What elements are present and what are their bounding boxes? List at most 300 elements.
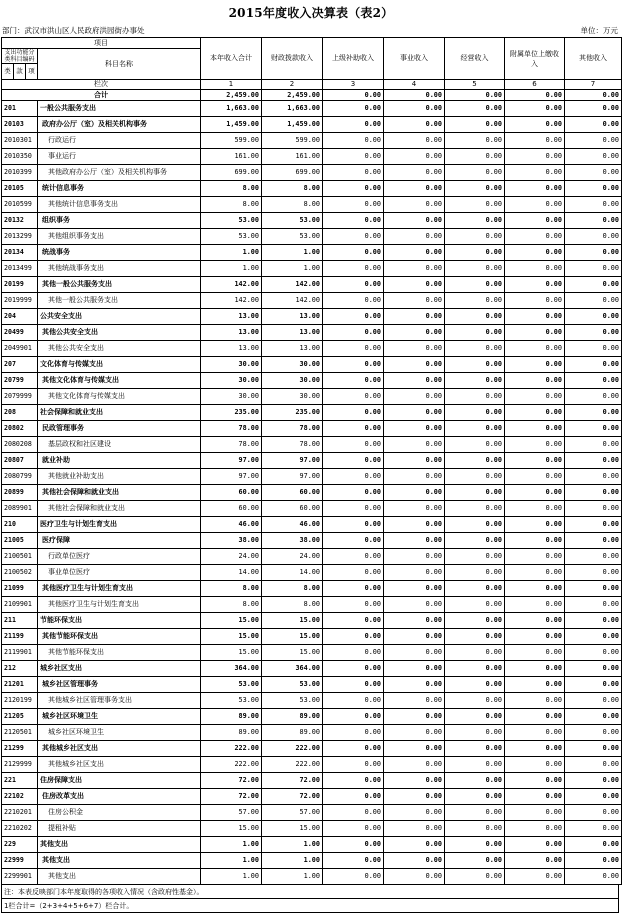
amount-cell: 24.00 [262, 549, 323, 565]
amount-cell: 0.00 [384, 485, 445, 501]
subject-code: 21199 [2, 629, 38, 645]
amount-cell: 1,663.00 [262, 101, 323, 117]
table-row [2, 373, 622, 389]
table-row [2, 709, 622, 725]
table-row [2, 245, 622, 261]
table-row [2, 629, 622, 645]
amount-cell: 0.00 [384, 501, 445, 517]
amount-cell: 72.00 [262, 789, 323, 805]
amount-cell: 8.00 [201, 181, 262, 197]
amount-cell: 0.00 [384, 709, 445, 725]
amount-cell: 0.00 [505, 661, 565, 677]
subject-name: 行政单位医疗 [38, 549, 201, 565]
table-row [2, 741, 622, 757]
amount-cell: 0.00 [384, 869, 445, 885]
amount-cell: 0.00 [323, 469, 384, 485]
amount-cell: 0.00 [323, 181, 384, 197]
subject-code: 20807 [2, 453, 38, 469]
subject-code: 201 [2, 101, 38, 117]
amount-cell: 72.00 [262, 773, 323, 789]
subject-code: 2210201 [2, 805, 38, 821]
subject-name: 其他一般公共服务支出 [38, 277, 201, 293]
subject-name: 其他医疗卫生与计划生育支出 [38, 581, 201, 597]
amount-cell: 0.00 [565, 821, 622, 837]
total-value: 0.00 [323, 90, 384, 101]
total-value: 0.00 [505, 90, 565, 101]
amount-cell: 46.00 [201, 517, 262, 533]
amount-cell: 0.00 [323, 789, 384, 805]
amount-cell: 1.00 [201, 837, 262, 853]
amount-cell: 0.00 [505, 341, 565, 357]
total-value: 0.00 [445, 90, 505, 101]
amount-cell: 0.00 [505, 245, 565, 261]
amount-cell: 0.00 [445, 741, 505, 757]
amount-cell: 13.00 [262, 341, 323, 357]
amount-cell: 0.00 [565, 277, 622, 293]
subject-code: 2010399 [2, 165, 38, 181]
amount-cell: 0.00 [384, 533, 445, 549]
amount-cell: 0.00 [384, 661, 445, 677]
amount-cell: 78.00 [262, 421, 323, 437]
amount-cell: 30.00 [201, 357, 262, 373]
amount-cell: 0.00 [384, 325, 445, 341]
header-xiang: 项 [26, 64, 38, 80]
subject-code: 2080799 [2, 469, 38, 485]
amount-cell: 0.00 [565, 405, 622, 421]
subject-code: 20499 [2, 325, 38, 341]
amount-cell: 0.00 [323, 741, 384, 757]
amount-cell: 0.00 [323, 677, 384, 693]
subject-code: 207 [2, 357, 38, 373]
amount-cell: 0.00 [565, 309, 622, 325]
subject-code: 20199 [2, 277, 38, 293]
amount-cell: 13.00 [201, 325, 262, 341]
amount-cell: 0.00 [445, 709, 505, 725]
amount-cell: 0.00 [323, 709, 384, 725]
amount-cell: 0.00 [384, 597, 445, 613]
amount-cell: 0.00 [323, 325, 384, 341]
amount-cell: 97.00 [262, 469, 323, 485]
subject-name: 城乡社区环境卫生 [38, 709, 201, 725]
table-row [2, 117, 622, 133]
amount-cell: 0.00 [445, 421, 505, 437]
table-row [2, 165, 622, 181]
subject-code: 2100502 [2, 565, 38, 581]
amount-cell: 0.00 [445, 101, 505, 117]
amount-cell: 0.00 [505, 853, 565, 869]
income-table [1, 37, 622, 885]
amount-cell: 30.00 [201, 389, 262, 405]
amount-cell: 0.00 [565, 837, 622, 853]
amount-cell: 0.00 [323, 773, 384, 789]
amount-cell: 0.00 [505, 837, 565, 853]
table-row [2, 805, 622, 821]
amount-cell: 0.00 [445, 405, 505, 421]
header-col4: 事业收入 [384, 38, 445, 80]
table-row [2, 693, 622, 709]
total-value: 0.00 [565, 90, 622, 101]
subject-name: 政府办公厅（室）及相关机构事务 [38, 117, 201, 133]
amount-cell: 364.00 [262, 661, 323, 677]
amount-cell: 142.00 [262, 293, 323, 309]
amount-cell: 1,459.00 [201, 117, 262, 133]
amount-cell: 0.00 [565, 469, 622, 485]
amount-cell: 0.00 [323, 309, 384, 325]
amount-cell: 0.00 [505, 229, 565, 245]
amount-cell: 0.00 [565, 245, 622, 261]
table-row [2, 213, 622, 229]
amount-cell: 0.00 [565, 645, 622, 661]
subject-name: 提租补贴 [38, 821, 201, 837]
amount-cell: 0.00 [323, 597, 384, 613]
amount-cell: 0.00 [505, 325, 565, 341]
amount-cell: 0.00 [445, 341, 505, 357]
footnote-1: 注：本表反映部门本年度取得的各项收入情况（含政府性基金）。 [1, 885, 619, 899]
amount-cell: 0.00 [505, 389, 565, 405]
amount-cell: 0.00 [323, 101, 384, 117]
amount-cell: 0.00 [505, 645, 565, 661]
subject-code: 204 [2, 309, 38, 325]
amount-cell: 0.00 [505, 757, 565, 773]
amount-cell: 13.00 [262, 309, 323, 325]
amount-cell: 0.00 [323, 501, 384, 517]
subject-name: 事业运行 [38, 149, 201, 165]
amount-cell: 0.00 [323, 453, 384, 469]
subject-name: 基层政权和社区建设 [38, 437, 201, 453]
amount-cell: 0.00 [323, 261, 384, 277]
amount-cell: 15.00 [262, 821, 323, 837]
amount-cell: 8.00 [262, 181, 323, 197]
header-col5: 经营收入 [445, 38, 505, 80]
amount-cell: 0.00 [565, 133, 622, 149]
amount-cell: 0.00 [323, 805, 384, 821]
amount-cell: 0.00 [505, 821, 565, 837]
amount-cell: 0.00 [445, 197, 505, 213]
subject-name: 节能环保支出 [38, 613, 201, 629]
subject-name: 其他公共安全支出 [38, 325, 201, 341]
amount-cell: 0.00 [445, 549, 505, 565]
amount-cell: 78.00 [201, 421, 262, 437]
amount-cell: 0.00 [505, 773, 565, 789]
amount-cell: 15.00 [201, 645, 262, 661]
col-index-5: 5 [445, 80, 505, 90]
amount-cell: 0.00 [445, 181, 505, 197]
amount-cell: 14.00 [201, 565, 262, 581]
subject-name: 城乡社区管理事务 [38, 677, 201, 693]
table-row [2, 309, 622, 325]
subject-name: 住房公积金 [38, 805, 201, 821]
amount-cell: 161.00 [262, 149, 323, 165]
amount-cell: 0.00 [384, 261, 445, 277]
subject-code: 2019999 [2, 293, 38, 309]
amount-cell: 0.00 [384, 517, 445, 533]
amount-cell: 0.00 [384, 565, 445, 581]
header-col1: 本年收入合计 [201, 38, 262, 80]
amount-cell: 1.00 [262, 869, 323, 885]
amount-cell: 0.00 [505, 181, 565, 197]
table-row [2, 149, 622, 165]
subject-name: 其他支出 [38, 837, 201, 853]
amount-cell: 0.00 [445, 677, 505, 693]
amount-cell: 0.00 [565, 341, 622, 357]
amount-cell: 0.00 [505, 133, 565, 149]
amount-cell: 0.00 [565, 373, 622, 389]
amount-cell: 0.00 [505, 581, 565, 597]
amount-cell: 142.00 [201, 293, 262, 309]
amount-cell: 0.00 [505, 165, 565, 181]
amount-cell: 0.00 [445, 165, 505, 181]
amount-cell: 0.00 [323, 869, 384, 885]
amount-cell: 222.00 [201, 757, 262, 773]
amount-cell: 0.00 [384, 245, 445, 261]
subject-name: 其他节能环保支出 [38, 645, 201, 661]
table-row [2, 837, 622, 853]
subject-name: 其他城乡社区支出 [38, 757, 201, 773]
amount-cell: 97.00 [201, 453, 262, 469]
amount-cell: 0.00 [384, 149, 445, 165]
header-category-code: 支出功能分类科目编码 [2, 49, 38, 64]
amount-cell: 0.00 [323, 837, 384, 853]
amount-cell: 0.00 [505, 565, 565, 581]
amount-cell: 0.00 [323, 661, 384, 677]
total-row [2, 90, 622, 101]
amount-cell: 13.00 [201, 341, 262, 357]
amount-cell: 0.00 [565, 229, 622, 245]
subject-code: 21201 [2, 677, 38, 693]
amount-cell: 0.00 [384, 437, 445, 453]
amount-cell: 0.00 [565, 437, 622, 453]
amount-cell: 0.00 [565, 325, 622, 341]
amount-cell: 46.00 [262, 517, 323, 533]
subject-name: 其他一般公共服务支出 [38, 293, 201, 309]
amount-cell: 0.00 [565, 101, 622, 117]
subject-name: 医疗保障 [38, 533, 201, 549]
table-row [2, 485, 622, 501]
table-row [2, 229, 622, 245]
amount-cell: 8.00 [262, 197, 323, 213]
amount-cell: 0.00 [323, 485, 384, 501]
amount-cell: 0.00 [565, 533, 622, 549]
subject-name: 统战事务 [38, 245, 201, 261]
subject-code: 212 [2, 661, 38, 677]
amount-cell: 0.00 [565, 389, 622, 405]
amount-cell: 0.00 [505, 805, 565, 821]
amount-cell: 0.00 [384, 693, 445, 709]
amount-cell: 0.00 [445, 629, 505, 645]
amount-cell: 0.00 [384, 837, 445, 853]
subject-code: 2079999 [2, 389, 38, 405]
amount-cell: 0.00 [505, 405, 565, 421]
amount-cell: 0.00 [323, 277, 384, 293]
amount-cell: 0.00 [323, 725, 384, 741]
amount-cell: 599.00 [262, 133, 323, 149]
amount-cell: 0.00 [323, 533, 384, 549]
amount-cell: 0.00 [323, 629, 384, 645]
subject-code: 20799 [2, 373, 38, 389]
amount-cell: 0.00 [445, 597, 505, 613]
subject-name: 其他节能环保支出 [38, 629, 201, 645]
amount-cell: 0.00 [445, 789, 505, 805]
subject-name: 城乡社区环境卫生 [38, 725, 201, 741]
amount-cell: 0.00 [565, 805, 622, 821]
amount-cell: 0.00 [505, 789, 565, 805]
amount-cell: 1.00 [262, 245, 323, 261]
header-item: 项目 [2, 38, 201, 49]
subject-code: 2013499 [2, 261, 38, 277]
amount-cell: 0.00 [505, 501, 565, 517]
subject-name: 其他统计信息事务支出 [38, 197, 201, 213]
subject-name: 其他支出 [38, 853, 201, 869]
subject-name: 文化体育与传媒支出 [38, 357, 201, 373]
amount-cell: 0.00 [323, 517, 384, 533]
table-row [2, 581, 622, 597]
amount-cell: 699.00 [262, 165, 323, 181]
amount-cell: 78.00 [201, 437, 262, 453]
amount-cell: 0.00 [505, 725, 565, 741]
subject-name: 其他政府办公厅（室）及相关机构事务 [38, 165, 201, 181]
amount-cell: 0.00 [505, 533, 565, 549]
subject-code: 208 [2, 405, 38, 421]
amount-cell: 222.00 [201, 741, 262, 757]
amount-cell: 60.00 [201, 501, 262, 517]
subject-name: 其他社会保障和就业支出 [38, 485, 201, 501]
col-index-1: 1 [201, 80, 262, 90]
amount-cell: 0.00 [384, 165, 445, 181]
amount-cell: 0.00 [384, 357, 445, 373]
subject-code: 22999 [2, 853, 38, 869]
subject-code: 2010599 [2, 197, 38, 213]
subject-name: 公共安全支出 [38, 309, 201, 325]
amount-cell: 699.00 [201, 165, 262, 181]
subject-code: 2010301 [2, 133, 38, 149]
amount-cell: 0.00 [323, 117, 384, 133]
subject-name: 住房改革支出 [38, 789, 201, 805]
amount-cell: 364.00 [201, 661, 262, 677]
header-col2: 财政拨款收入 [262, 38, 323, 80]
amount-cell: 1,663.00 [201, 101, 262, 117]
subject-code: 2120501 [2, 725, 38, 741]
amount-cell: 1.00 [262, 853, 323, 869]
amount-cell: 0.00 [505, 629, 565, 645]
amount-cell: 0.00 [384, 805, 445, 821]
table-row [2, 389, 622, 405]
amount-cell: 0.00 [384, 389, 445, 405]
col-index-4: 4 [384, 80, 445, 90]
subject-name: 其他城乡社区管理事务支出 [38, 693, 201, 709]
subject-name: 其他文化体育与传媒支出 [38, 389, 201, 405]
amount-cell: 0.00 [505, 357, 565, 373]
subject-code: 2210202 [2, 821, 38, 837]
amount-cell: 15.00 [262, 613, 323, 629]
amount-cell: 1.00 [201, 869, 262, 885]
table-row [2, 821, 622, 837]
amount-cell: 14.00 [262, 565, 323, 581]
amount-cell: 0.00 [323, 693, 384, 709]
amount-cell: 0.00 [505, 421, 565, 437]
subject-code: 20132 [2, 213, 38, 229]
amount-cell: 0.00 [565, 741, 622, 757]
amount-cell: 0.00 [323, 853, 384, 869]
amount-cell: 53.00 [201, 693, 262, 709]
header-subject-name: 科目名称 [38, 49, 201, 80]
table-row [2, 565, 622, 581]
amount-cell: 0.00 [323, 421, 384, 437]
amount-cell: 0.00 [323, 821, 384, 837]
amount-cell: 0.00 [445, 373, 505, 389]
header-col6: 附属单位上缴收入 [505, 38, 565, 80]
amount-cell: 0.00 [445, 533, 505, 549]
table-row [2, 757, 622, 773]
amount-cell: 0.00 [565, 261, 622, 277]
amount-cell: 0.00 [323, 565, 384, 581]
amount-cell: 235.00 [262, 405, 323, 421]
amount-cell: 97.00 [201, 469, 262, 485]
amount-cell: 0.00 [384, 133, 445, 149]
amount-cell: 53.00 [201, 229, 262, 245]
amount-cell: 0.00 [384, 421, 445, 437]
table-row [2, 517, 622, 533]
total-value: 0.00 [384, 90, 445, 101]
amount-cell: 0.00 [384, 629, 445, 645]
amount-cell: 13.00 [201, 309, 262, 325]
amount-cell: 53.00 [262, 677, 323, 693]
table-row [2, 725, 622, 741]
amount-cell: 0.00 [565, 677, 622, 693]
amount-cell: 0.00 [565, 773, 622, 789]
subject-name: 医疗卫生与计划生育支出 [38, 517, 201, 533]
amount-cell: 0.00 [505, 197, 565, 213]
amount-cell: 8.00 [201, 597, 262, 613]
table-row [2, 421, 622, 437]
amount-cell: 0.00 [565, 757, 622, 773]
amount-cell: 0.00 [445, 725, 505, 741]
amount-cell: 0.00 [445, 869, 505, 885]
table-row [2, 789, 622, 805]
amount-cell: 0.00 [505, 437, 565, 453]
amount-cell: 0.00 [565, 517, 622, 533]
amount-cell: 0.00 [445, 149, 505, 165]
amount-cell: 0.00 [323, 613, 384, 629]
header-lei: 类 [2, 64, 14, 80]
amount-cell: 8.00 [262, 597, 323, 613]
amount-cell: 60.00 [262, 501, 323, 517]
subject-code: 2299901 [2, 869, 38, 885]
amount-cell: 0.00 [505, 709, 565, 725]
subject-name: 其他就业补助支出 [38, 469, 201, 485]
amount-cell: 53.00 [201, 677, 262, 693]
amount-cell: 0.00 [323, 549, 384, 565]
amount-cell: 0.00 [565, 453, 622, 469]
amount-cell: 8.00 [201, 197, 262, 213]
col-index-2: 2 [262, 80, 323, 90]
subject-code: 211 [2, 613, 38, 629]
subject-code: 20802 [2, 421, 38, 437]
amount-cell: 0.00 [323, 437, 384, 453]
amount-cell: 30.00 [262, 373, 323, 389]
amount-cell: 0.00 [445, 133, 505, 149]
amount-cell: 0.00 [323, 645, 384, 661]
amount-cell: 0.00 [565, 613, 622, 629]
amount-cell: 30.00 [262, 357, 323, 373]
amount-cell: 222.00 [262, 741, 323, 757]
amount-cell: 0.00 [505, 309, 565, 325]
amount-cell: 0.00 [445, 453, 505, 469]
table-row [2, 261, 622, 277]
amount-cell: 0.00 [565, 869, 622, 885]
subject-code: 2010350 [2, 149, 38, 165]
amount-cell: 15.00 [262, 629, 323, 645]
amount-cell: 38.00 [201, 533, 262, 549]
